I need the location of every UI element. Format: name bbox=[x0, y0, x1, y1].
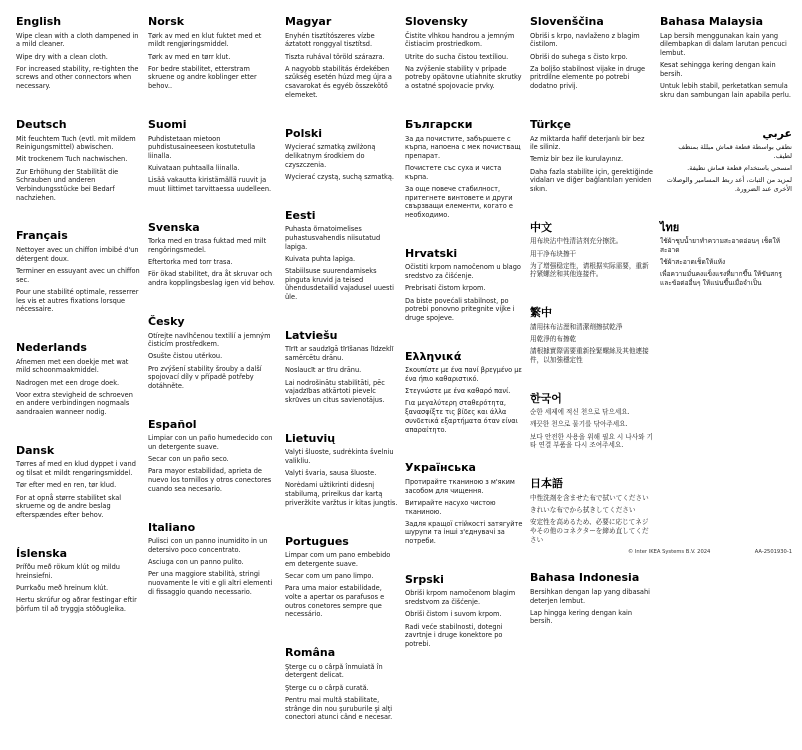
instruction-paragraph: Per una maggiore stabilità, stringi nuovamente le viti e gli altri elementi di fissaggio quando necessario. bbox=[148, 570, 273, 596]
instruction-paragraph: Az miktarda hafif deterjanlı bir bez ile siliniz. bbox=[530, 134, 645, 152]
instruction-paragraph: Lap hingga kering dengan kain bersih. bbox=[530, 608, 633, 626]
instruction-paragraph: Mit feuchtem Tuch (evtl. mit mildem Reinigungsmittel) abwischen. bbox=[16, 134, 136, 152]
language-section-zhongwen bbox=[530, 222, 654, 279]
language-section-svenska bbox=[148, 222, 276, 288]
language-section-ukrainska bbox=[405, 462, 525, 546]
language-section-romana bbox=[285, 647, 398, 722]
instruction-paragraph: Kesat sehingga kering dengan kain bersih. bbox=[660, 61, 776, 78]
language-header-english: English bbox=[16, 15, 62, 28]
instruction-paragraph: ใช้ผ้าชุบน้ำยาทำความสะอาดอ่อนๆ เช็ดให้สะอาด bbox=[660, 237, 781, 255]
instruction-paragraph: Lisää vakautta kiristämällä ruuvit ja muut liittimet tarvittaessa uudelleen. bbox=[148, 176, 272, 194]
language-header-nederlands: Nederlands bbox=[16, 340, 87, 354]
instruction-paragraph: Mit trockenem Tuch nachwischen. bbox=[16, 155, 128, 164]
instruction-paragraph: Radi veće stabilnosti, dotegni zavrtnje i druge konektore po potrebi. bbox=[405, 622, 503, 648]
instruction-paragraph: A nagyobb stabilitás érdekében szükség esetén húzd meg újra a csavarokat és egyéb összekötő elemeket. bbox=[285, 64, 392, 99]
instruction-paragraph: Eftertorka med torr trasa. bbox=[148, 258, 233, 267]
instruction-paragraph: 깨끗한 천으로 물기를 닦아주세요. bbox=[530, 420, 628, 429]
instruction-paragraph: Pro zvýšení stability šrouby a další spojovací díly v případě potřeby dotáhněte. bbox=[148, 364, 262, 391]
language-header-hrvatski: Hrvatski bbox=[405, 246, 458, 260]
language-header-islenska: Íslenska bbox=[16, 546, 67, 560]
instruction-paragraph: Limpar com um pano embebido em detergente suave. bbox=[285, 551, 391, 568]
instruction-paragraph: Tīrīt ar saudzīgā tīrīšanas līdzeklī samērcētu drānu. bbox=[285, 345, 394, 363]
instruction-paragraph: Puhasta õrnatoimelises puhastusvahendis niisutatud lapiga. bbox=[285, 225, 381, 251]
copyright-text: © Inter IKEA Systems B.V. 2024 bbox=[628, 549, 711, 555]
instruction-paragraph: Wipe clean with a cloth dampened in a mild cleaner. bbox=[16, 31, 139, 49]
language-header-francais: Français bbox=[16, 229, 68, 243]
instruction-paragraph: Şterge cu o cârpă curată. bbox=[285, 683, 369, 692]
language-header-slovenscina: Slovenščina bbox=[530, 15, 604, 28]
instruction-paragraph: Nadrogen met een droge doek. bbox=[16, 378, 120, 387]
instruction-paragraph: نظفي بواسطة قطعة قماش مبللة بمنظف لطيف. bbox=[678, 143, 792, 160]
instruction-paragraph: Secar con un paño seco. bbox=[148, 455, 229, 464]
language-header-latviesu: Latviešu bbox=[285, 328, 338, 342]
language-section-bulgarski bbox=[405, 119, 525, 220]
language-header-zhongwen: 中文 bbox=[530, 220, 552, 234]
instruction-paragraph: Temiz bir bez ile kurulayınız. bbox=[530, 155, 624, 164]
language-header-hangugeo: 한국어 bbox=[530, 391, 562, 405]
language-section-francais bbox=[16, 230, 140, 314]
language-section-ellinika bbox=[405, 351, 525, 435]
language-section-arabic bbox=[660, 128, 792, 194]
language-header-slovensky: Slovensky bbox=[405, 15, 468, 28]
instruction-paragraph: Stabiilsuse suurendamiseks pinguta kruvid ja teised ühendusdetailid vajadusel uuesti üle. bbox=[285, 266, 394, 302]
instruction-paragraph: Wycierać szmatką zwilżoną delikatnym środkiem do czyszczenia. bbox=[285, 143, 376, 169]
instruction-paragraph: Da biste povećali stabilnost, po potrebi ponovno pritegnite vijke i druge spojeve. bbox=[405, 296, 515, 322]
language-section-suomi bbox=[148, 119, 276, 194]
instruction-paragraph: Norėdami užtikrinti didesnį stabilumą, prireikus dar kartą priveržkite varžtus ir kitas jungtis. bbox=[285, 481, 398, 507]
language-section-espanol bbox=[148, 419, 276, 494]
instruction-paragraph: Asciuga con un panno pulito. bbox=[148, 558, 244, 567]
instruction-paragraph: Στεγνώστε με ένα καθαρό πανί. bbox=[405, 387, 511, 396]
language-section-nederlands bbox=[16, 342, 140, 417]
instruction-paragraph: Задля кращої стійкості затягуйте шурупи та інші з'єднувачі за потреби. bbox=[405, 519, 523, 546]
language-header-thai: ไทย bbox=[660, 220, 680, 234]
instruction-paragraph: Obriši s krpo, navlaženo z blagim čistilom. bbox=[530, 31, 640, 49]
instruction-paragraph: 用乾淨的布擦乾 bbox=[530, 335, 577, 344]
language-section-fanzhong bbox=[530, 307, 654, 364]
instruction-paragraph: 用干净布块擦干 bbox=[530, 249, 577, 258]
instruction-paragraph: Почистете със суха и чиста кърпа. bbox=[405, 164, 502, 181]
language-header-espanol: Español bbox=[148, 417, 197, 431]
instruction-paragraph: Þurrkaðu með hreinum klút. bbox=[16, 584, 109, 593]
instruction-paragraph: Valyti švaria, sausa šluoste. bbox=[285, 469, 377, 478]
instruction-paragraph: Untuk lebih stabil, perketatkan semula skru dan sambungan lain apabila perlu. bbox=[660, 82, 791, 99]
instruction-paragraph: Otírejte navlhčenou textilií a jemným čisticím prostředkem. bbox=[148, 331, 271, 349]
language-section-latviesu bbox=[285, 330, 398, 405]
instruction-paragraph: 安定性を高めるため、必要に応じてネジやその他のコネクターを締め直してください bbox=[530, 518, 649, 544]
instruction-paragraph: Obriši krpom namočenom blagim sredstvom za čišćenje. bbox=[405, 589, 516, 607]
language-header-lietuviu: Lietuvių bbox=[285, 431, 336, 445]
language-section-eesti bbox=[285, 210, 398, 302]
instruction-paragraph: Valyti šluoste, sudrėkinta švelniu valikliu. bbox=[285, 448, 394, 465]
instruction-paragraph: Tør efter med en ren, tør klud. bbox=[16, 481, 117, 490]
instruction-paragraph: Secar com um pano limpo. bbox=[285, 572, 374, 581]
language-section-thai bbox=[660, 222, 792, 288]
language-section-bahasa-indonesia bbox=[530, 572, 654, 626]
instruction-paragraph: Pentru mai multă stabilitate, strânge din nou şuruburile şi alţi conectori atunci când e necesar. bbox=[285, 695, 393, 722]
language-header-magyar: Magyar bbox=[285, 15, 332, 28]
instruction-paragraph: Para mayor estabilidad, aprieta de nuevo los tornillos y otros conectores cuando sea necesario. bbox=[148, 467, 272, 493]
language-column-4 bbox=[405, 16, 525, 677]
language-section-hangugeo bbox=[530, 393, 654, 450]
language-header-norsk: Norsk bbox=[148, 15, 185, 28]
instruction-paragraph: لمزيد من الثبات، أعد ربط المسامير والوصلات الأخرى عند الضرورة. bbox=[666, 176, 792, 194]
instruction-paragraph: 用布块沾中性清洁剂充分擦洗。 bbox=[530, 237, 623, 246]
language-section-slovenscina bbox=[530, 16, 654, 91]
language-header-svenska: Svenska bbox=[148, 220, 200, 234]
instruction-paragraph: Torka med en trasa fuktad med milt rengöringsmedel. bbox=[148, 237, 267, 255]
instruction-paragraph: Na zvýšenie stability v prípade potreby opätovne utiahnite skrutky a ostatné spojovacie prvky. bbox=[405, 64, 522, 91]
instruction-paragraph: Pour une stabilité optimale, resserrer les vis et autres fixations lorsque nécessaire. bbox=[16, 287, 139, 314]
language-section-srpski bbox=[405, 574, 525, 649]
language-column-5 bbox=[530, 16, 654, 654]
instruction-paragraph: Şterge cu o cârpă înmuiată în detergent delicat. bbox=[285, 662, 383, 680]
instruction-paragraph: Osušte čistou utěrkou. bbox=[148, 352, 223, 361]
instruction-paragraph: Zur Erhöhung der Stabilität die Schrauben und anderen Verbindungsstücke bei Bedarf nachziehen. bbox=[16, 167, 119, 202]
language-section-magyar bbox=[285, 16, 398, 100]
language-section-dansk bbox=[16, 445, 140, 520]
language-header-portugues: Portugues bbox=[285, 534, 349, 548]
language-header-bahasa-indonesia: Bahasa Indonesia bbox=[530, 571, 640, 585]
instruction-paragraph: Протирайте тканиною з м'яким засобом для чищення. bbox=[405, 477, 515, 495]
instruction-paragraph: امسحي باستخدام قطعة قماش نظيفة. bbox=[687, 164, 792, 173]
language-section-deutsch bbox=[16, 119, 140, 203]
instruction-paragraph: Očistiti krpom namočenom u blago sredstvo za čišćenje. bbox=[405, 263, 521, 281]
language-section-english bbox=[16, 16, 140, 91]
instruction-paragraph: Tørk av med en tørr klut. bbox=[148, 52, 231, 61]
instruction-paragraph: Витирайте насухо чистою тканиною. bbox=[405, 498, 496, 516]
language-header-ukrainska: Українська bbox=[405, 461, 476, 475]
language-section-bahasa-malaysia bbox=[660, 16, 792, 100]
language-section-hrvatski bbox=[405, 248, 525, 323]
instruction-paragraph: 請根據實際需要重新拴緊螺絲及其他連接件，以加強穩定性 bbox=[530, 347, 649, 364]
language-header-bahasa-malaysia: Bahasa Malaysia bbox=[660, 15, 763, 28]
instruction-paragraph: For bedre stabilitet, etterstram skruene og andre koblinger etter behov.. bbox=[148, 64, 257, 91]
instruction-paragraph: За още повече стабилност, притегнете винтовете и други свързващи елементи, когато е необходимо. bbox=[405, 185, 513, 220]
instruction-paragraph: Bersihkan dengan lap yang dibasahi deterjen lembut. bbox=[530, 587, 650, 605]
instruction-paragraph: Utrite do sucha čistou textíliou. bbox=[405, 52, 509, 61]
language-header-italiano: Italiano bbox=[148, 520, 196, 534]
instruction-paragraph: 請用抹布沾溼和清潔劑擦拭乾淨 bbox=[530, 322, 623, 331]
language-column-1 bbox=[16, 16, 140, 642]
language-section-islenska bbox=[16, 548, 140, 614]
language-section-polski bbox=[285, 128, 398, 182]
language-header-ellinika: Ελληνικά bbox=[405, 349, 462, 363]
language-section-lietuviu bbox=[285, 433, 398, 508]
instruction-paragraph: Wipe dry with a clean cloth. bbox=[16, 52, 108, 61]
instruction-paragraph: Afnemen met een doekje met wat mild schoonmaakmiddel. bbox=[16, 357, 129, 375]
language-header-srpski: Srpski bbox=[405, 572, 444, 586]
instruction-paragraph: เพื่อความมั่นคงแข็งแรงที่มากขึ้น ให้ขันสกรูและข้อต่ออื่นๆ ให้แน่นขึ้นเมื่อจำเป็น bbox=[660, 270, 782, 288]
instruction-paragraph: За да почистите, забършете с кърпа, напоена с мек почистващ препарат. bbox=[405, 134, 521, 160]
instruction-paragraph: Čistite vlhkou handrou a jemným čistiacim prostriedkom. bbox=[405, 31, 515, 49]
language-header-cesky: Česky bbox=[148, 314, 185, 328]
language-header-eesti: Eesti bbox=[285, 208, 316, 222]
language-section-turkce bbox=[530, 119, 654, 194]
instruction-paragraph: Obriši čistom i suvom krpom. bbox=[405, 610, 502, 619]
instruction-paragraph: Kuivata puhta lapiga. bbox=[285, 254, 356, 263]
instruction-paragraph: Nettoyer avec un chiffon imbibé d'un détergent doux. bbox=[16, 246, 139, 263]
language-header-arabic: عربي bbox=[762, 126, 792, 140]
instruction-paragraph: Kuivataan puhtaalla liinalla. bbox=[148, 164, 240, 173]
instruction-paragraph: 순한 세제에 적신 천으로 닦으세요. bbox=[530, 408, 630, 417]
instruction-paragraph: Σκουπίστε με ένα πανί βρεγμένο με ένα ήπιο καθαριστικό. bbox=[405, 366, 522, 384]
instruction-paragraph: Tørk av med en klut fuktet med et mildt rengjøringsmiddel. bbox=[148, 31, 262, 49]
language-header-deutsch: Deutsch bbox=[16, 117, 67, 131]
language-header-nihongo: 日本語 bbox=[530, 477, 563, 491]
instruction-paragraph: Prebrisati čistom krpom. bbox=[405, 284, 486, 293]
instruction-paragraph: Puhdistetaan mietoon puhdistusaineeseen kostutetulla liinalla. bbox=[148, 134, 256, 160]
instruction-paragraph: Za boljšo stabilnost vijake in druge pritrdilne elemente po potrebi dodatno privij. bbox=[530, 64, 646, 91]
language-section-slovensky bbox=[405, 16, 525, 91]
instruction-paragraph: Þrífðu með rökum klút og mildu hreinsiefni. bbox=[16, 563, 120, 581]
language-section-nihongo bbox=[530, 478, 654, 544]
language-header-bulgarski: Български bbox=[405, 117, 473, 131]
instruction-paragraph: Για μεγαλύτερη σταθερότητα, ξανασφίξτε τις βίδες και άλλα συνδετικά εξαρτήματα όταν είναι απαραίτητο. bbox=[405, 399, 518, 434]
language-header-romana: Româna bbox=[285, 646, 336, 660]
instruction-paragraph: Voor extra stevigheid de schroeven en andere verbindingen nogmaals aandraaien wanneer nodig. bbox=[16, 390, 133, 417]
sheet-footer bbox=[628, 549, 792, 555]
instruction-paragraph: For at opnå større stabilitet skal skruerne og de andre beslag efterspændes efter behov. bbox=[16, 493, 122, 519]
instruction-paragraph: Limpiar con un paño humedecido con un detergente suave. bbox=[148, 434, 273, 452]
language-column-2 bbox=[148, 16, 276, 624]
instruction-paragraph: Obriši do suhega s čisto krpo. bbox=[530, 52, 628, 61]
instruction-paragraph: 为了增强稳定性，请根据实际需要，重新拧紧螺丝和其他连接件。 bbox=[530, 261, 649, 279]
instruction-paragraph: Noslaucīt ar tīru drānu. bbox=[285, 366, 362, 375]
instruction-paragraph: Terminer en essuyant avec un chiffon sec. bbox=[16, 266, 140, 284]
language-header-turkce: Türkçe bbox=[530, 117, 572, 131]
language-header-polski: Polski bbox=[285, 126, 323, 140]
instruction-paragraph: Pulisci con un panno inumidito in un detersivo poco concentrato. bbox=[148, 537, 268, 554]
instruction-paragraph: Daha fazla stabilite için, gerektiğinde vidaları ve diğer bağlantıları yeniden sıkın. bbox=[530, 167, 653, 194]
language-section-cesky bbox=[148, 316, 276, 391]
instruction-paragraph: Para uma maior estabilidade, volte a apertar os parafusos e outros conetores sempre que necessário. bbox=[285, 584, 385, 619]
language-section-norsk bbox=[148, 16, 276, 91]
instruction-paragraph: ใช้ผ้าสะอาดเช็ดให้แห้ง bbox=[660, 258, 726, 267]
language-section-italiano bbox=[148, 522, 276, 597]
document-number: AA-2501930-1 bbox=[754, 549, 792, 555]
language-header-fanzhong: 繁中 bbox=[530, 306, 552, 320]
language-header-suomi: Suomi bbox=[148, 117, 187, 131]
instruction-paragraph: For increased stability, re-tighten the screws and other connectors when necessary. bbox=[16, 64, 139, 91]
instruction-paragraph: För ökad stabilitet, dra åt skruvar och andra kopplingsbeslag igen vid behov. bbox=[148, 270, 275, 288]
instruction-paragraph: Enyhén tisztítószeres vízbe áztatott ronggyal tisztítsd. bbox=[285, 31, 375, 49]
language-column-6 bbox=[660, 16, 792, 316]
instruction-paragraph: Wycierać czystą, suchą szmatką. bbox=[285, 172, 394, 181]
instruction-paragraph: Tørres af med en klud dyppet i vand og tilsat et mildt rengøringsmiddel. bbox=[16, 460, 136, 478]
instruction-paragraph: Lai nodrošinātu stabilitāti, pēc vajadzības atkārtoti pievelc skrūves un citus savienotājus. bbox=[285, 378, 385, 404]
instruction-paragraph: 中性洗剤を含ませた布で拭いてください bbox=[530, 493, 649, 502]
instruction-paragraph: Tiszta ruhával töröld szárazra. bbox=[285, 52, 385, 61]
language-column-3 bbox=[285, 16, 398, 750]
language-section-portugues bbox=[285, 536, 398, 620]
instruction-paragraph: Lap bersih menggunakan kain yang dilembapkan di dalam larutan pencuci lembut. bbox=[660, 31, 787, 58]
instruction-paragraph: 보다 안전한 사용을 위해 필요 시 나사와 기타 연결 부품을 다시 조여주세요. bbox=[530, 432, 653, 450]
language-header-dansk: Dansk bbox=[16, 443, 55, 457]
instruction-paragraph: Hertu skrúfur og aðrar festingar eftir þörfum til að tryggja stöðugleika. bbox=[16, 596, 137, 614]
instruction-paragraph: きれいな布でから拭きしてください bbox=[530, 505, 636, 514]
